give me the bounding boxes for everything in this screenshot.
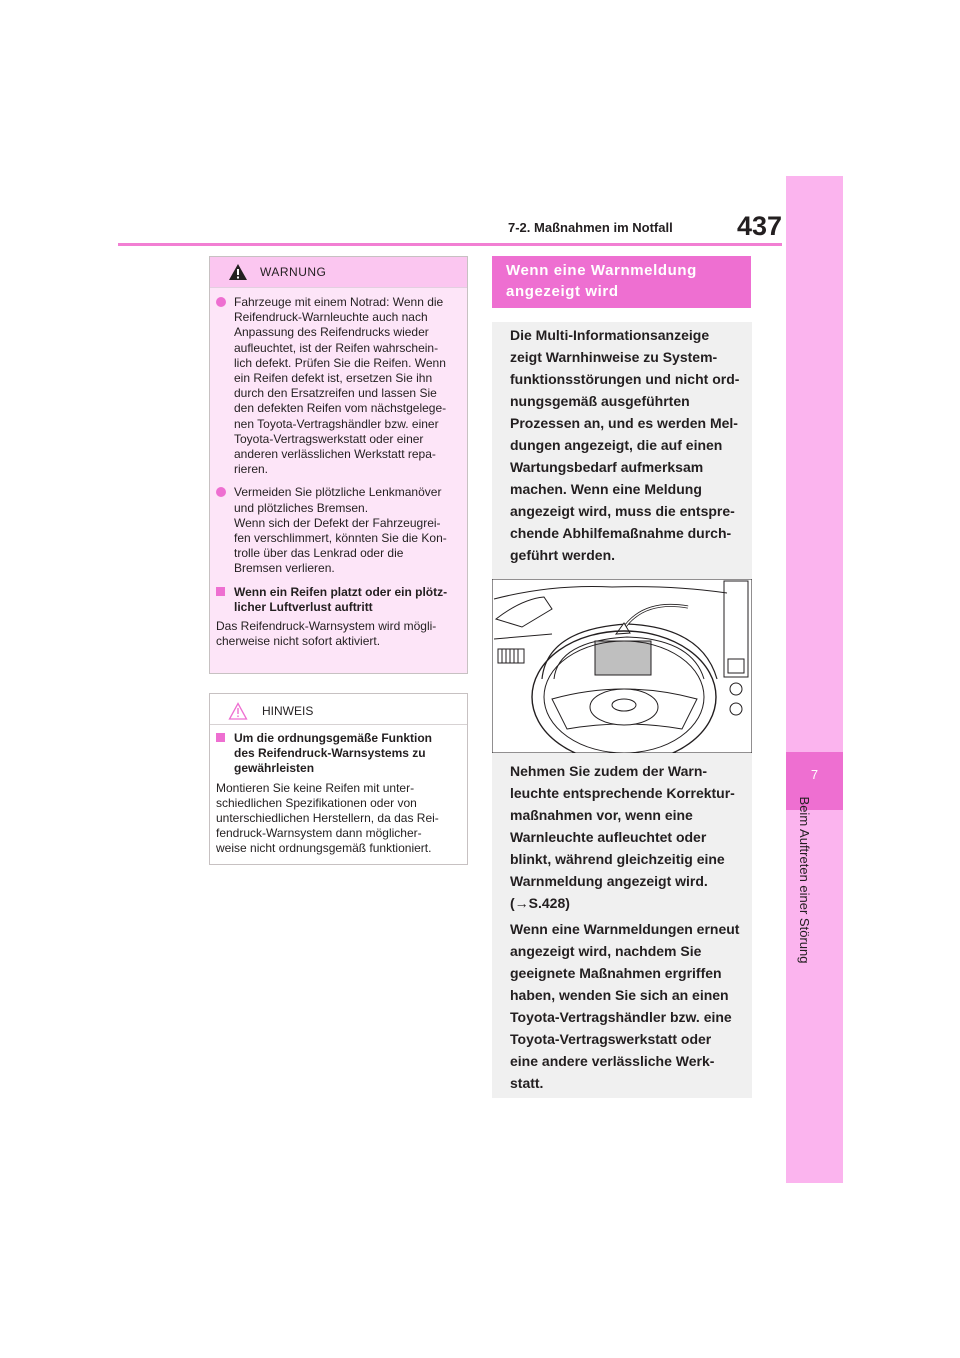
header-rule: [118, 243, 782, 246]
note-subhead-text: [234, 731, 459, 777]
text-line: Prozessen an, und es werden Mel-: [510, 415, 738, 431]
text-line: Toyota-Vertragshändler bzw. eine: [510, 1009, 732, 1025]
text-line: fendruck-Warnsystem dann möglicher-: [216, 826, 422, 841]
warning-bullet-1: [216, 295, 459, 477]
text-line: angezeigt wird, muss die entspre-: [510, 503, 735, 519]
text-line: Warnleuchte aufleuchtet oder: [510, 829, 707, 845]
intro-text: [510, 324, 746, 566]
content-box: [492, 322, 752, 1098]
text-line: dungen angezeigt, die auf einen: [510, 437, 723, 453]
text-line: nungsgemäß ausgeführten: [510, 393, 690, 409]
text-line: haben, wenden Sie sich an einen: [510, 987, 729, 1003]
paragraph-2: [510, 760, 746, 914]
text-line: (→S.428): [510, 895, 570, 911]
section-heading: [492, 256, 751, 308]
warning-box: [209, 256, 468, 674]
warning-bullet-2-text: [234, 485, 459, 576]
note-title: HINWEIS: [262, 704, 314, 718]
page-number: 437: [737, 211, 783, 241]
text-line: Anpassung des Reifendrucks wieder: [234, 325, 429, 340]
text-line: zeigt Warnhinweise zu System-: [510, 349, 718, 365]
text-line: Wenn ein Reifen platzt oder ein plötz-: [234, 584, 448, 599]
warning-subhead: [216, 585, 459, 615]
text-line: Montieren Sie keine Reifen mit unter-: [216, 780, 415, 795]
text-line: ein Reifen defekt ist, ersetzen Sie ihn: [234, 371, 433, 386]
text-line: des Reifendruck-Warnsystems zu: [234, 746, 426, 761]
text-line: leuchte entsprechende Korrektur-: [510, 785, 735, 801]
text-line: geeignete Maßnahmen ergriffen: [510, 965, 722, 981]
text-line: Wenn eine Warnmeldungen erneut: [510, 921, 740, 937]
text-line: cherweise nicht sofort aktiviert.: [216, 634, 381, 649]
bullet-square-icon: [216, 587, 225, 596]
text-line: gewährleisten: [234, 761, 315, 776]
text-line: Toyota-Vertragswerkstatt oder einer: [234, 431, 424, 446]
text-line: Nehmen Sie zudem der Warn-: [510, 763, 708, 779]
warning-header: [210, 257, 467, 288]
text-line: licher Luftverlust auftritt: [234, 599, 373, 614]
text-line: und plötzliches Bremsen.: [234, 500, 369, 515]
text-line: den defekten Reifen vom nächstgelege-: [234, 401, 447, 416]
bullet-dot-icon: [216, 297, 226, 307]
text-line: Vermeiden Sie plötzliche Lenkmanöver: [234, 485, 442, 500]
chapter-title: Beim Auftreten einer Störung: [797, 796, 812, 964]
text-line: durch den Ersatzreifen und lassen Sie: [234, 386, 437, 401]
note-body: [216, 781, 459, 857]
text-line: maßnahmen vor, wenn eine: [510, 807, 693, 823]
bullet-square-icon: [216, 733, 225, 742]
text-line: angezeigt wird, nachdem Sie: [510, 943, 702, 959]
warning-bullet-1-text: [234, 295, 459, 477]
text-line: Warnmeldung angezeigt wird.: [510, 873, 708, 889]
text-line: Wenn sich der Defekt der Fahrzeugrei-: [234, 515, 441, 530]
text-line: unterschiedlichen Herstellern, da das Rei-: [216, 811, 439, 826]
text-line: eine andere verlässliche Werk-: [510, 1053, 715, 1069]
paragraph-3: [510, 918, 746, 1094]
text-line: trolle über das Lenkrad oder die: [234, 546, 404, 561]
text-line: Toyota-Vertragswerkstatt oder: [510, 1031, 712, 1047]
text-line: rieren.: [234, 462, 269, 477]
text-line: Das Reifendruck-Warnsystem wird mögli-: [216, 619, 437, 634]
text-line: Bremsen verlieren.: [234, 561, 335, 576]
section-heading-text: Wenn eine Warnmeldung angezeigt wird: [506, 262, 697, 300]
text-line: lich defekt. Prüfen Sie die Reifen. Wenn: [234, 355, 446, 370]
text-line: aufleuchtet, ist der Reifen wahrschein-: [234, 340, 439, 355]
text-line: chende Abhilfemaßnahme durch-: [510, 525, 732, 541]
warning-triangle-icon: [228, 263, 248, 281]
text-line: Wartungsbedarf aufmerksam: [510, 459, 704, 475]
text-line: anderen verlässlichen Werkstatt repa-: [234, 447, 436, 462]
text-line: machen. Wenn eine Meldung: [510, 481, 702, 497]
text-line: Um die ordnungsgemäße Funktion: [234, 731, 433, 745]
section-title: 7-2. Maßnahmen im Notfall: [508, 220, 673, 235]
warning-subhead-text: [234, 585, 459, 615]
chapter-number: 7: [810, 767, 819, 782]
text-line: fen verschlimmert, könnten Sie die Kon-: [234, 531, 447, 546]
text-line: weise nicht ordnungsgemäß funktioniert.: [216, 841, 432, 856]
text-line: funktionsstörungen und nicht ord-: [510, 371, 740, 387]
text-line: statt.: [510, 1075, 544, 1091]
text-line: Die Multi-Informationsanzeige: [510, 327, 710, 343]
warning-title: WARNUNG: [260, 265, 327, 279]
dashboard-illustration: [492, 579, 752, 753]
text-line: nen Toyota-Vertragshändler bzw. einer: [234, 416, 439, 431]
text-line: blinkt, während gleichzeitig eine: [510, 851, 725, 867]
warning-body: [216, 619, 459, 649]
note-box: [209, 693, 468, 865]
text-line: Reifendruck-Warnleuchte auch nach: [234, 310, 428, 325]
bullet-dot-icon: [216, 487, 226, 497]
caution-triangle-icon: [228, 702, 248, 720]
text-line: schiedlichen Spezifikationen oder von: [216, 795, 417, 810]
warning-bullet-2: [216, 485, 459, 576]
note-header: [210, 694, 467, 725]
text-line: geführt werden.: [510, 547, 616, 563]
text-line: Fahrzeuge mit einem Notrad: Wenn die: [234, 295, 444, 309]
note-subhead: [216, 731, 459, 777]
